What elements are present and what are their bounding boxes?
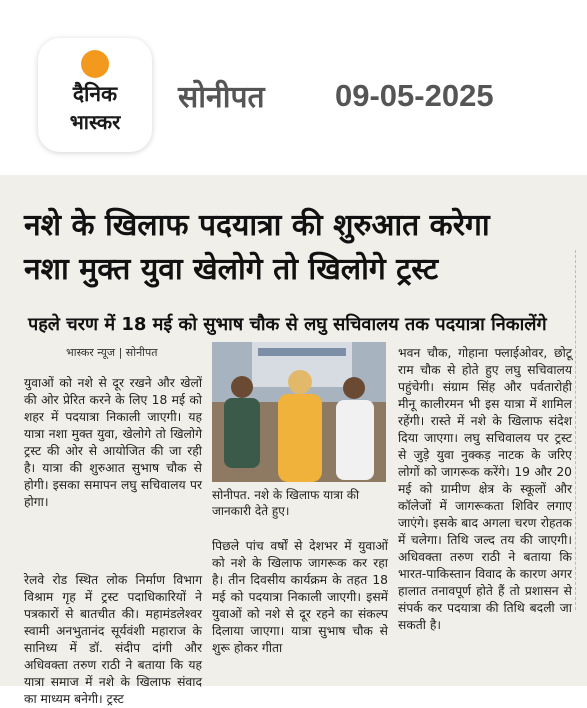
page-edge xyxy=(575,250,582,610)
logo-line-2: भास्कर xyxy=(69,110,121,134)
column-1-paragraph-1 xyxy=(24,375,202,511)
dainik-bhaskar-logo xyxy=(38,38,152,152)
headline-line-2: नशा मुक्त युवा खेलोगे तो खिलोगे ट्रस्ट xyxy=(24,252,439,287)
photo-image xyxy=(212,342,386,482)
news-photo xyxy=(212,342,386,482)
edition-date: 09-05-2025 xyxy=(335,78,494,113)
paragraph-text: भवन चौक, गोहाना फ्लाईओवर, छोटू राम चौक से होते हुए लघु सचिवालय पहुंचेगी। संग्राम सिंह और पर्वतारोही मीनू कालीरमन भी इस यात्रा में शामिल रहेंगी। रास्ते में नशे के खिलाफ संदेश दिया जाएगा। लघु सचिवालय पर ट्रस्ट से जुड़े युवा नुक्कड़ नाटक के जरिए लोगों को जागरूक करेंगे। 19 और 20 मई को ग्रामीण क्षेत्र के स्कूलों और कॉलेजों में जागरूकता शिविर लगाए जाएंगे। इसके बाद अगला चरण रोहतक में चलेगा। तिथि जल्द तय की जाएगी। अधिवक्ता तरुण राठी ने बताया कि भारत-पाकिस्तान विवाद के कारण अगर हालात तनावपूर्ण होते हैं तो प्रशासन से संपर्क कर पदयात्रा की तिथि बदली जा सकती है। xyxy=(398,346,572,632)
sun-icon xyxy=(81,50,109,78)
paragraph-text: युवाओं को नशे से दूर रखने और खेलों की ओर प्रेरित करने के लिए 18 मई को शहर में पदयात्रा निकाली जाएगी। यह यात्रा नशा मुक्त युवा, खेलोगे तो खिलोगे ट्रस्ट की ओर से आयोजित की जा रही है। यात्रा की शुरुआत सुभाष चौक से होगी। इसका समापन लघु सचिवालय पर होगा। xyxy=(24,376,202,509)
logo-line-1: दैनिक xyxy=(72,82,118,106)
edition-city: सोनीपत xyxy=(178,80,265,115)
paragraph-text: रेलवे रोड स्थित लोक निर्माण विभाग विश्राम गृह में ट्रस्ट पदाधिकारियों ने पत्रकारों से बातचीत की। महामंडलेश्वर स्वामी अनभुतानंद सूर्यवंशी महाराज के सानिध्य में डॉ. संदीप दांगी और अधिवक्ता तरुण राठी ने बताया कि यह यात्रा समाज में नशे के खिलाफ संवाद का माध्यम बनेगी। ट्रस्ट xyxy=(24,573,202,706)
photo-caption: सोनीपत. नशे के खिलाफ यात्रा की जानकारी देते हुए। xyxy=(212,488,360,518)
column-1-paragraph-2 xyxy=(24,572,202,708)
top-bar xyxy=(0,0,587,175)
subheadline: पहले चरण में 18 मई को सुभाष चौक से लघु सचिवालय तक पदयात्रा निकालेंगे xyxy=(28,314,547,335)
column-3 xyxy=(398,345,572,634)
column-2 xyxy=(212,538,388,657)
paragraph-text: पिछले पांच वर्षों से देशभर में युवाओं को नशे के खिलाफ जागरूक कर रहा है। तीन दिवसीय कार्यक्रम के तहत 18 मई को पदयात्रा निकाली जाएगी। इसमें युवाओं को नशे से दूर रहने का संकल्प दिलाया जाएगा। यात्रा सुभाष चौक से शुरू होकर गीता xyxy=(212,539,388,655)
byline: भास्कर न्यूज | सोनीपत xyxy=(66,346,158,359)
headline-line-1: नशे के खिलाफ पदयात्रा की शुरुआत करेगा xyxy=(24,208,490,243)
